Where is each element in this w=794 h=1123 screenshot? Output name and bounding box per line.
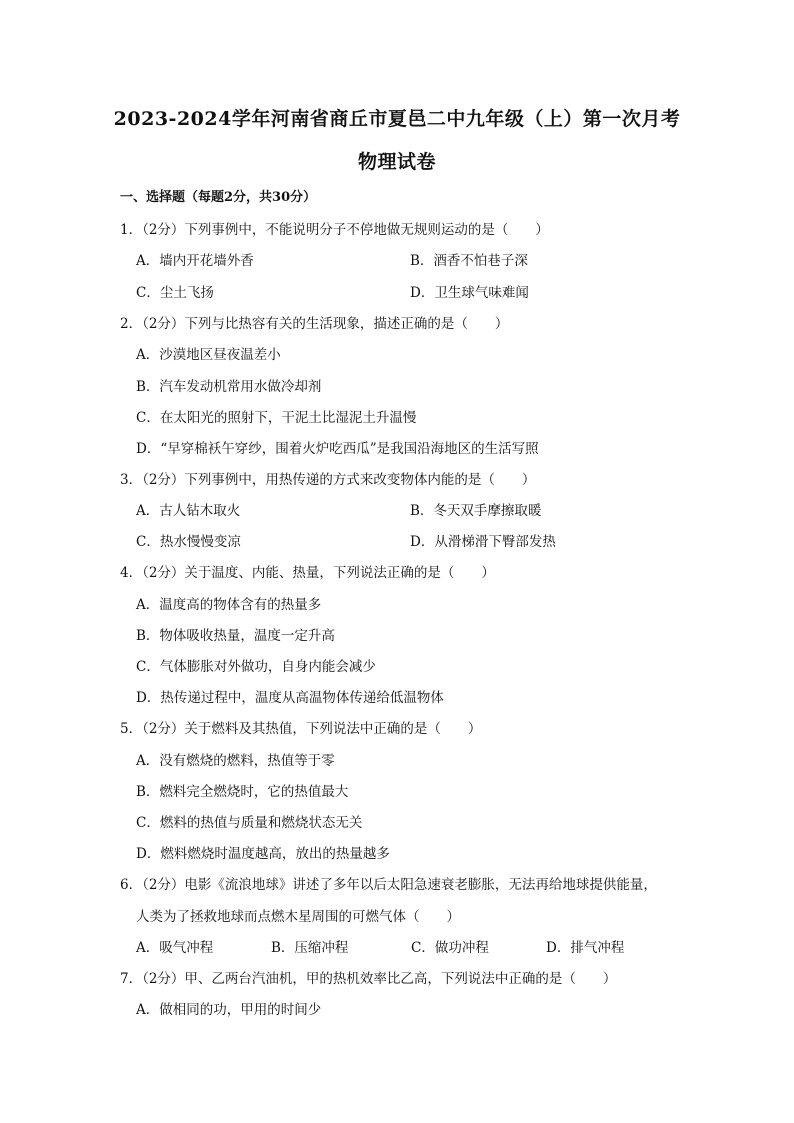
question-2-option-b: B．汽车发动机常用水做冷却剂 <box>136 379 322 395</box>
question-5-stem: 5．（2分）关于燃料及其热值，下列说法中正确的是（ ） <box>120 721 482 737</box>
question-4-option-b: B．物体吸收热量，温度一定升高 <box>136 628 335 644</box>
exam-title-line2: 物理试卷 <box>357 151 436 173</box>
question-1-stem: 1．（2分）下列事例中，不能说明分子不停地做无规则运动的是（ ） <box>120 222 549 238</box>
question-6-option-c: C．做功冲程 <box>411 940 489 956</box>
question-2-option-c: C．在太阳光的照射下，干泥土比湿泥土升温慢 <box>136 410 417 426</box>
question-4-option-d: D．热传递过程中，温度从高温物体传递给低温物体 <box>136 690 444 706</box>
question-1-option-c: C．尘土飞扬 <box>136 285 214 301</box>
question-6-stem-continued: 人类为了拯救地球而点燃木星周围的可燃气体（ ） <box>136 909 460 925</box>
section-heading: 一、选择题（每题2分，共30分） <box>120 190 317 205</box>
question-6-option-d: D．排气冲程 <box>546 940 625 956</box>
question-4-option-a: A．温度高的物体含有的热量多 <box>136 597 322 613</box>
question-2-option-d: D．“早穿棉袄午穿纱，围着火炉吃西瓜”是我国沿海地区的生活写照 <box>136 441 539 457</box>
question-3-option-a: A．古人钻木取火 <box>136 503 241 519</box>
question-3-stem: 3．（2分）下列事例中，用热传递的方式来改变物体内能的是（ ） <box>120 472 536 488</box>
question-7-stem: 7．（2分）甲、乙两台汽油机，甲的热机效率比乙高，下列说法中正确的是（ ） <box>120 971 617 987</box>
question-1-option-a: A．墙内开花墙外香 <box>136 253 254 269</box>
question-3-option-d: D．从滑梯滑下臀部发热 <box>410 534 556 550</box>
exam-title-line1: 2023-2024学年河南省商丘市夏邑二中九年级（上）第一次月考 <box>113 108 681 130</box>
question-4-stem: 4．（2分）关于温度、内能、热量，下列说法正确的是（ ） <box>120 565 495 581</box>
question-4-option-c: C．气体膨胀对外做功，自身内能会减少 <box>136 659 376 675</box>
question-1-option-b: B．酒香不怕巷子深 <box>410 253 528 269</box>
question-3-option-b: B．冬天双手摩擦取暖 <box>410 503 542 519</box>
question-6-option-b: B．压缩冲程 <box>271 940 349 956</box>
question-7-option-a: A．做相同的功，甲用的时间少 <box>136 1002 322 1018</box>
question-2-stem: 2．（2分）下列与比热容有关的生活现象，描述正确的是（ ） <box>120 316 509 332</box>
question-5-option-d: D．燃料燃烧时温度越高，放出的热量越多 <box>136 846 390 862</box>
question-6-stem: 6．（2分）电影《流浪地球》讲述了多年以后太阳急速衰老膨胀，无法再给地球提供能量， <box>120 877 657 893</box>
question-5-option-c: C．燃料的热值与质量和燃烧状态无关 <box>136 815 363 831</box>
question-5-option-a: A．没有燃烧的燃料，热值等于零 <box>136 753 335 769</box>
question-3-option-c: C．热水慢慢变凉 <box>136 534 241 550</box>
question-5-option-b: B．燃料完全燃烧时，它的热值最大 <box>136 784 349 800</box>
question-2-option-a: A．沙漠地区昼夜温差小 <box>136 347 281 363</box>
question-1-option-d: D．卫生球气味难闻 <box>410 285 529 301</box>
question-6-option-a: A．吸气冲程 <box>136 940 214 956</box>
